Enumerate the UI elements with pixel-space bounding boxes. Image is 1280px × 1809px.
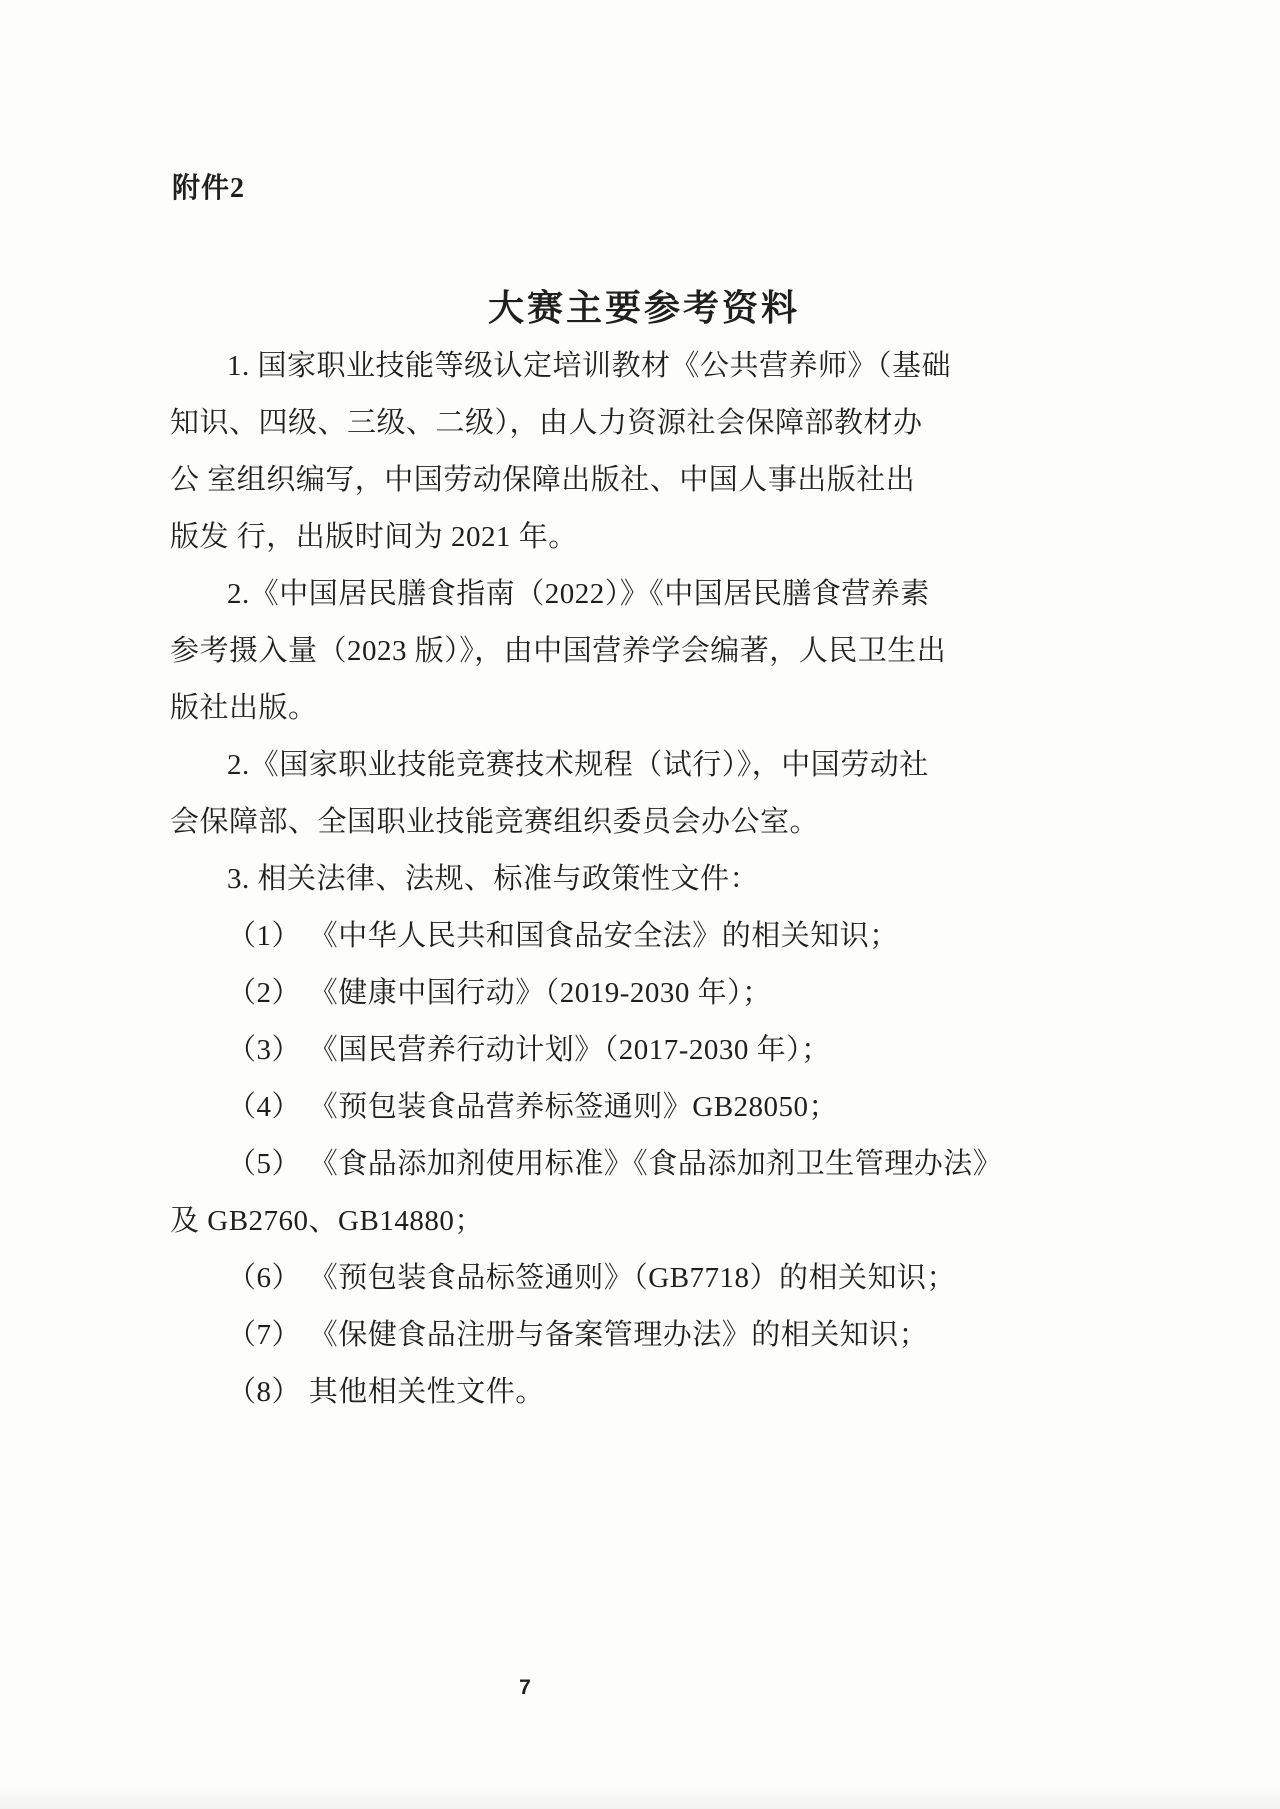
text-line: （5） 《食品添加剂使用标准》《食品添加剂卫生管理办法》 <box>227 1148 1003 1180</box>
text-line: 公 室组织编写，中国劳动保障出版社、中国人事出版社出 <box>170 464 916 496</box>
text-line: （8） 其他相关性文件。 <box>227 1376 545 1408</box>
text-line: 版社出版。 <box>170 692 318 724</box>
text-line: （7） 《保健食品注册与备案管理办法》的相关知识； <box>227 1319 929 1351</box>
scan-edge-shading <box>0 1783 1280 1809</box>
text-line: 会保障部、全国职业技能竞赛组织委员会办公室。 <box>170 806 820 838</box>
text-line: 版发 行，出版时间为 2021 年。 <box>170 521 578 553</box>
text-line: 及 GB2760、GB14880； <box>170 1205 484 1237</box>
page-number: 7 <box>519 1676 531 1699</box>
document-lines <box>170 338 1120 1421</box>
text-line: （3） 《国民营养行动计划》（2017-2030 年）； <box>227 1034 831 1066</box>
text-line: （2） 《健康中国行动》（2019-2030 年）； <box>227 977 772 1009</box>
text-line: 知识、四级、三级、二级），由人力资源社会保障部教材办 <box>170 407 923 439</box>
attachment-label: 附件2 <box>172 173 246 204</box>
text-line: 参考摄入量（2023 版）》，由中国营养学会编著，人民卫生出 <box>170 635 947 667</box>
text-line: （1） 《中华人民共和国食品安全法》的相关知识； <box>227 920 899 952</box>
page-title: 大赛主要参考资料 <box>487 288 800 328</box>
text-line: （4） 《预包装食品营养标签通则》GB28050； <box>227 1091 839 1123</box>
text-line: 2.《中国居民膳食指南（2022）》《中国居民膳食营养素 <box>227 578 930 610</box>
text-line: 2.《国家职业技能竞赛技术规程（试行）》，中国劳动社 <box>227 749 929 781</box>
text-line: （6） 《预包装食品标签通则》（GB7718）的相关知识； <box>227 1262 957 1294</box>
text-line: 3. 相关法律、法规、标准与政策性文件： <box>227 863 760 895</box>
text-line: 1. 国家职业技能等级认定培训教材《公共营养师》（基础 <box>227 350 952 382</box>
